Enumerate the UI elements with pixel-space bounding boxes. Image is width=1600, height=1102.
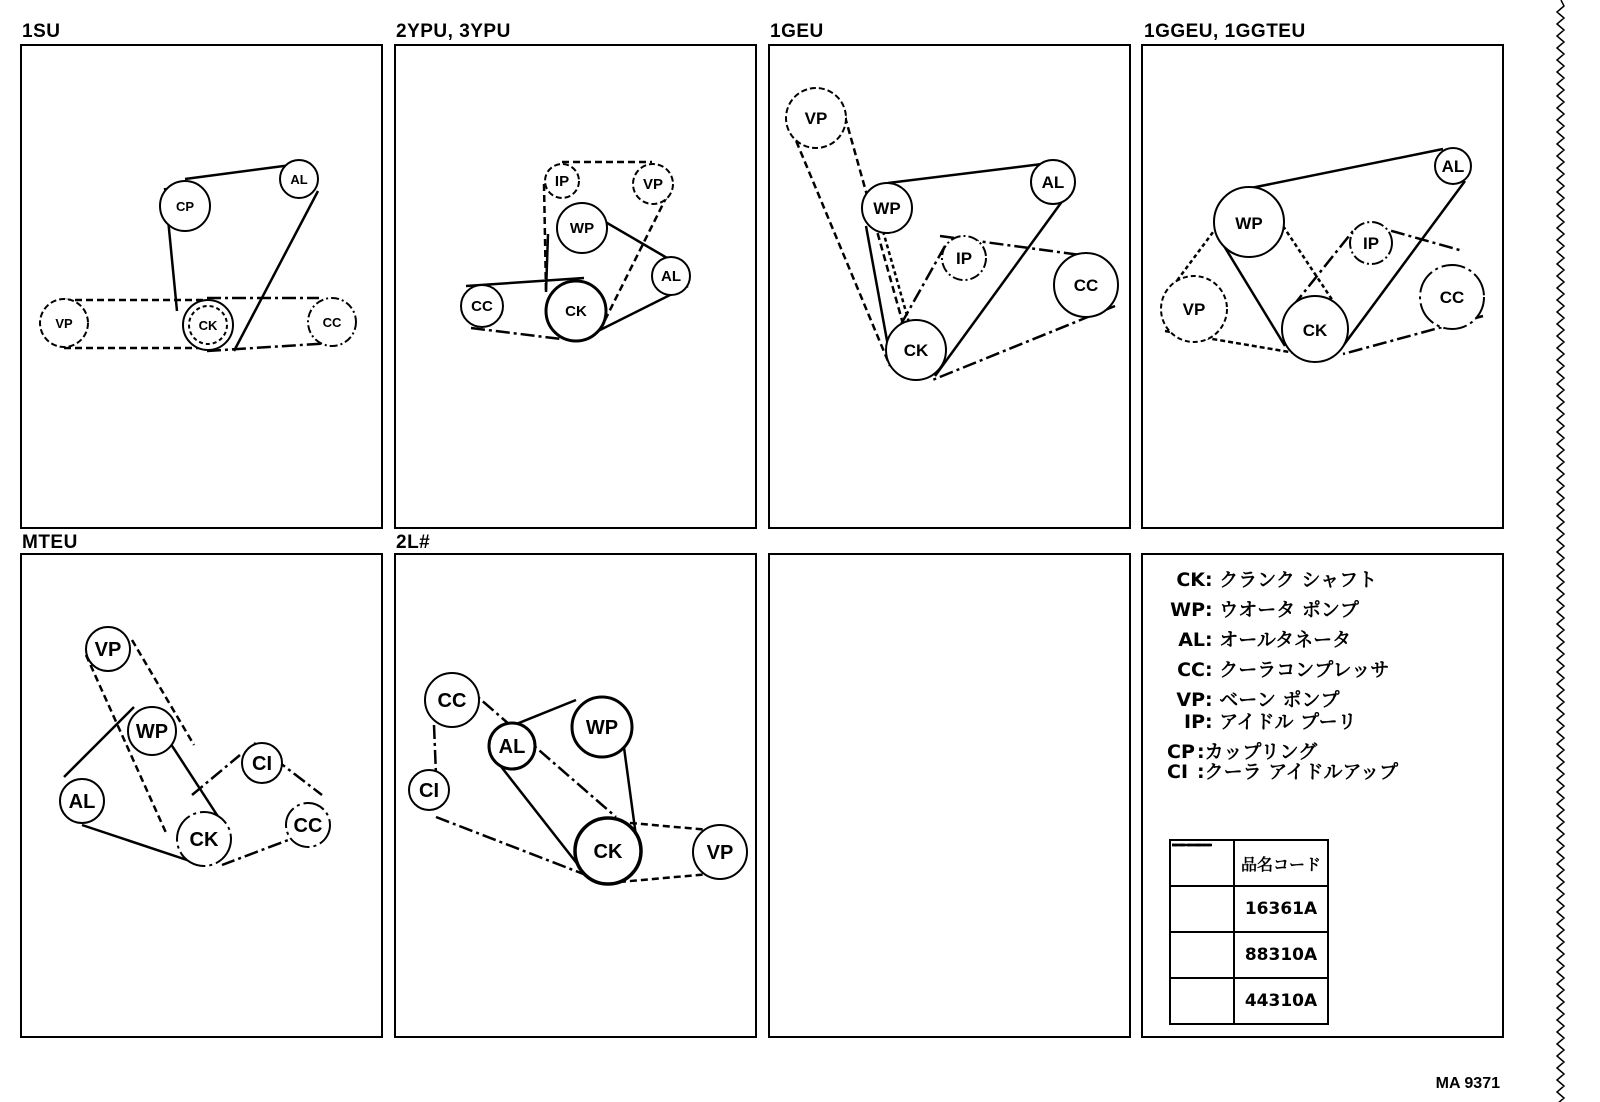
label-cc: CC (322, 315, 342, 330)
panel-title-1ggeu-1ggteu: 1GGEU, 1GGTEU (1144, 21, 1306, 42)
legend-row-cc: CC: クーラコンプレッサ (1177, 659, 1390, 681)
label-ck: CK (565, 303, 587, 320)
line-sample-dashed (1170, 978, 1234, 1024)
label-ip: IP (554, 173, 570, 190)
label-ip: IP (955, 249, 973, 268)
label-wp: WP (135, 721, 169, 743)
panel-title-1geu: 1GEU (770, 21, 824, 42)
label-ci: CI (252, 753, 272, 775)
label-vp: VP (94, 639, 122, 661)
label-wp: WP (1235, 214, 1263, 233)
label-al: AL (661, 268, 681, 285)
label-cp: CP (175, 199, 195, 214)
panel-title-mteu: MTEU (22, 532, 78, 553)
legend-panel (1141, 553, 1504, 1038)
label-cc: CC (471, 298, 493, 315)
legend-row-ip: IP: アイドル プーリ (1184, 711, 1357, 733)
belt-diagram-2ypu-svg (396, 46, 759, 531)
panel-title-2l: 2L# (396, 532, 431, 553)
belt-diagram-1ggeu-svg (1143, 46, 1506, 531)
label-cc: CC (437, 690, 467, 712)
legend-row-ci: CI :クーラ アイドルアップ (1167, 761, 1399, 783)
belt-diagram-2ypu-3ypu (394, 44, 757, 529)
label-al: AL (1041, 173, 1065, 192)
legend-row-cp: CP :カップリング (1167, 741, 1318, 763)
label-cc: CC (1439, 288, 1465, 307)
label-al: AL (1441, 157, 1465, 176)
line-sample-dash-dot (1170, 932, 1234, 978)
table-header: 品名コード (1234, 840, 1328, 886)
belt-diagram-mteu-svg (22, 555, 385, 1040)
belt-diagram-1su (20, 44, 383, 529)
label-ck: CK (189, 829, 219, 851)
label-cc: CC (1073, 276, 1099, 295)
table-row: 16361A (1170, 886, 1328, 932)
label-vp: VP (1182, 300, 1206, 319)
label-wp: WP (569, 220, 595, 237)
label-vp: VP (642, 176, 664, 193)
belt-diagram-2l (394, 553, 757, 1038)
label-wp: WP (873, 199, 901, 218)
label-vp: VP (55, 316, 73, 331)
belt-diagram-1geu-svg (770, 46, 1133, 531)
table-row: 88310A (1170, 932, 1328, 978)
label-vp: VP (706, 842, 734, 864)
document-code: MA 9371 (1435, 1075, 1500, 1092)
torn-edge-decoration (1555, 0, 1567, 1102)
legend-row-wp: WP: ウオータ ポンプ (1170, 599, 1359, 621)
panel-title-1su: 1SU (22, 21, 61, 42)
line-sample-solid (1170, 886, 1234, 932)
table-row: 44310A (1170, 978, 1328, 1024)
belt-diagram-mteu (20, 553, 383, 1038)
belt-diagram-1geu (768, 44, 1131, 529)
legend-row-ck: CK: クランク シャフト (1176, 569, 1378, 591)
legend-row-vp: VP: ベーン ポンプ (1176, 689, 1340, 711)
label-ck: CK (593, 841, 623, 863)
label-wp: WP (585, 717, 619, 739)
belt-diagram-1su-svg (22, 46, 385, 531)
label-al: AL (290, 172, 308, 187)
label-ip: IP (1362, 234, 1380, 253)
belt-diagram-1ggeu-1ggteu (1141, 44, 1504, 529)
belt-diagram-2l-svg (396, 555, 759, 1040)
part-code-table (1169, 839, 1329, 1025)
label-cc: CC (293, 815, 323, 837)
label-al: AL (498, 736, 526, 758)
label-ci: CI (419, 780, 439, 802)
label-vp: VP (804, 109, 828, 128)
label-ck: CK (1302, 321, 1328, 340)
legend-row-al: AL: オールタネータ (1178, 629, 1352, 651)
label-ck: CK (903, 341, 929, 360)
empty-panel (768, 553, 1131, 1038)
label-ck: CK (198, 318, 218, 333)
panel-title-2ypu-3ypu: 2YPU, 3YPU (396, 21, 511, 42)
label-al: AL (68, 791, 96, 813)
